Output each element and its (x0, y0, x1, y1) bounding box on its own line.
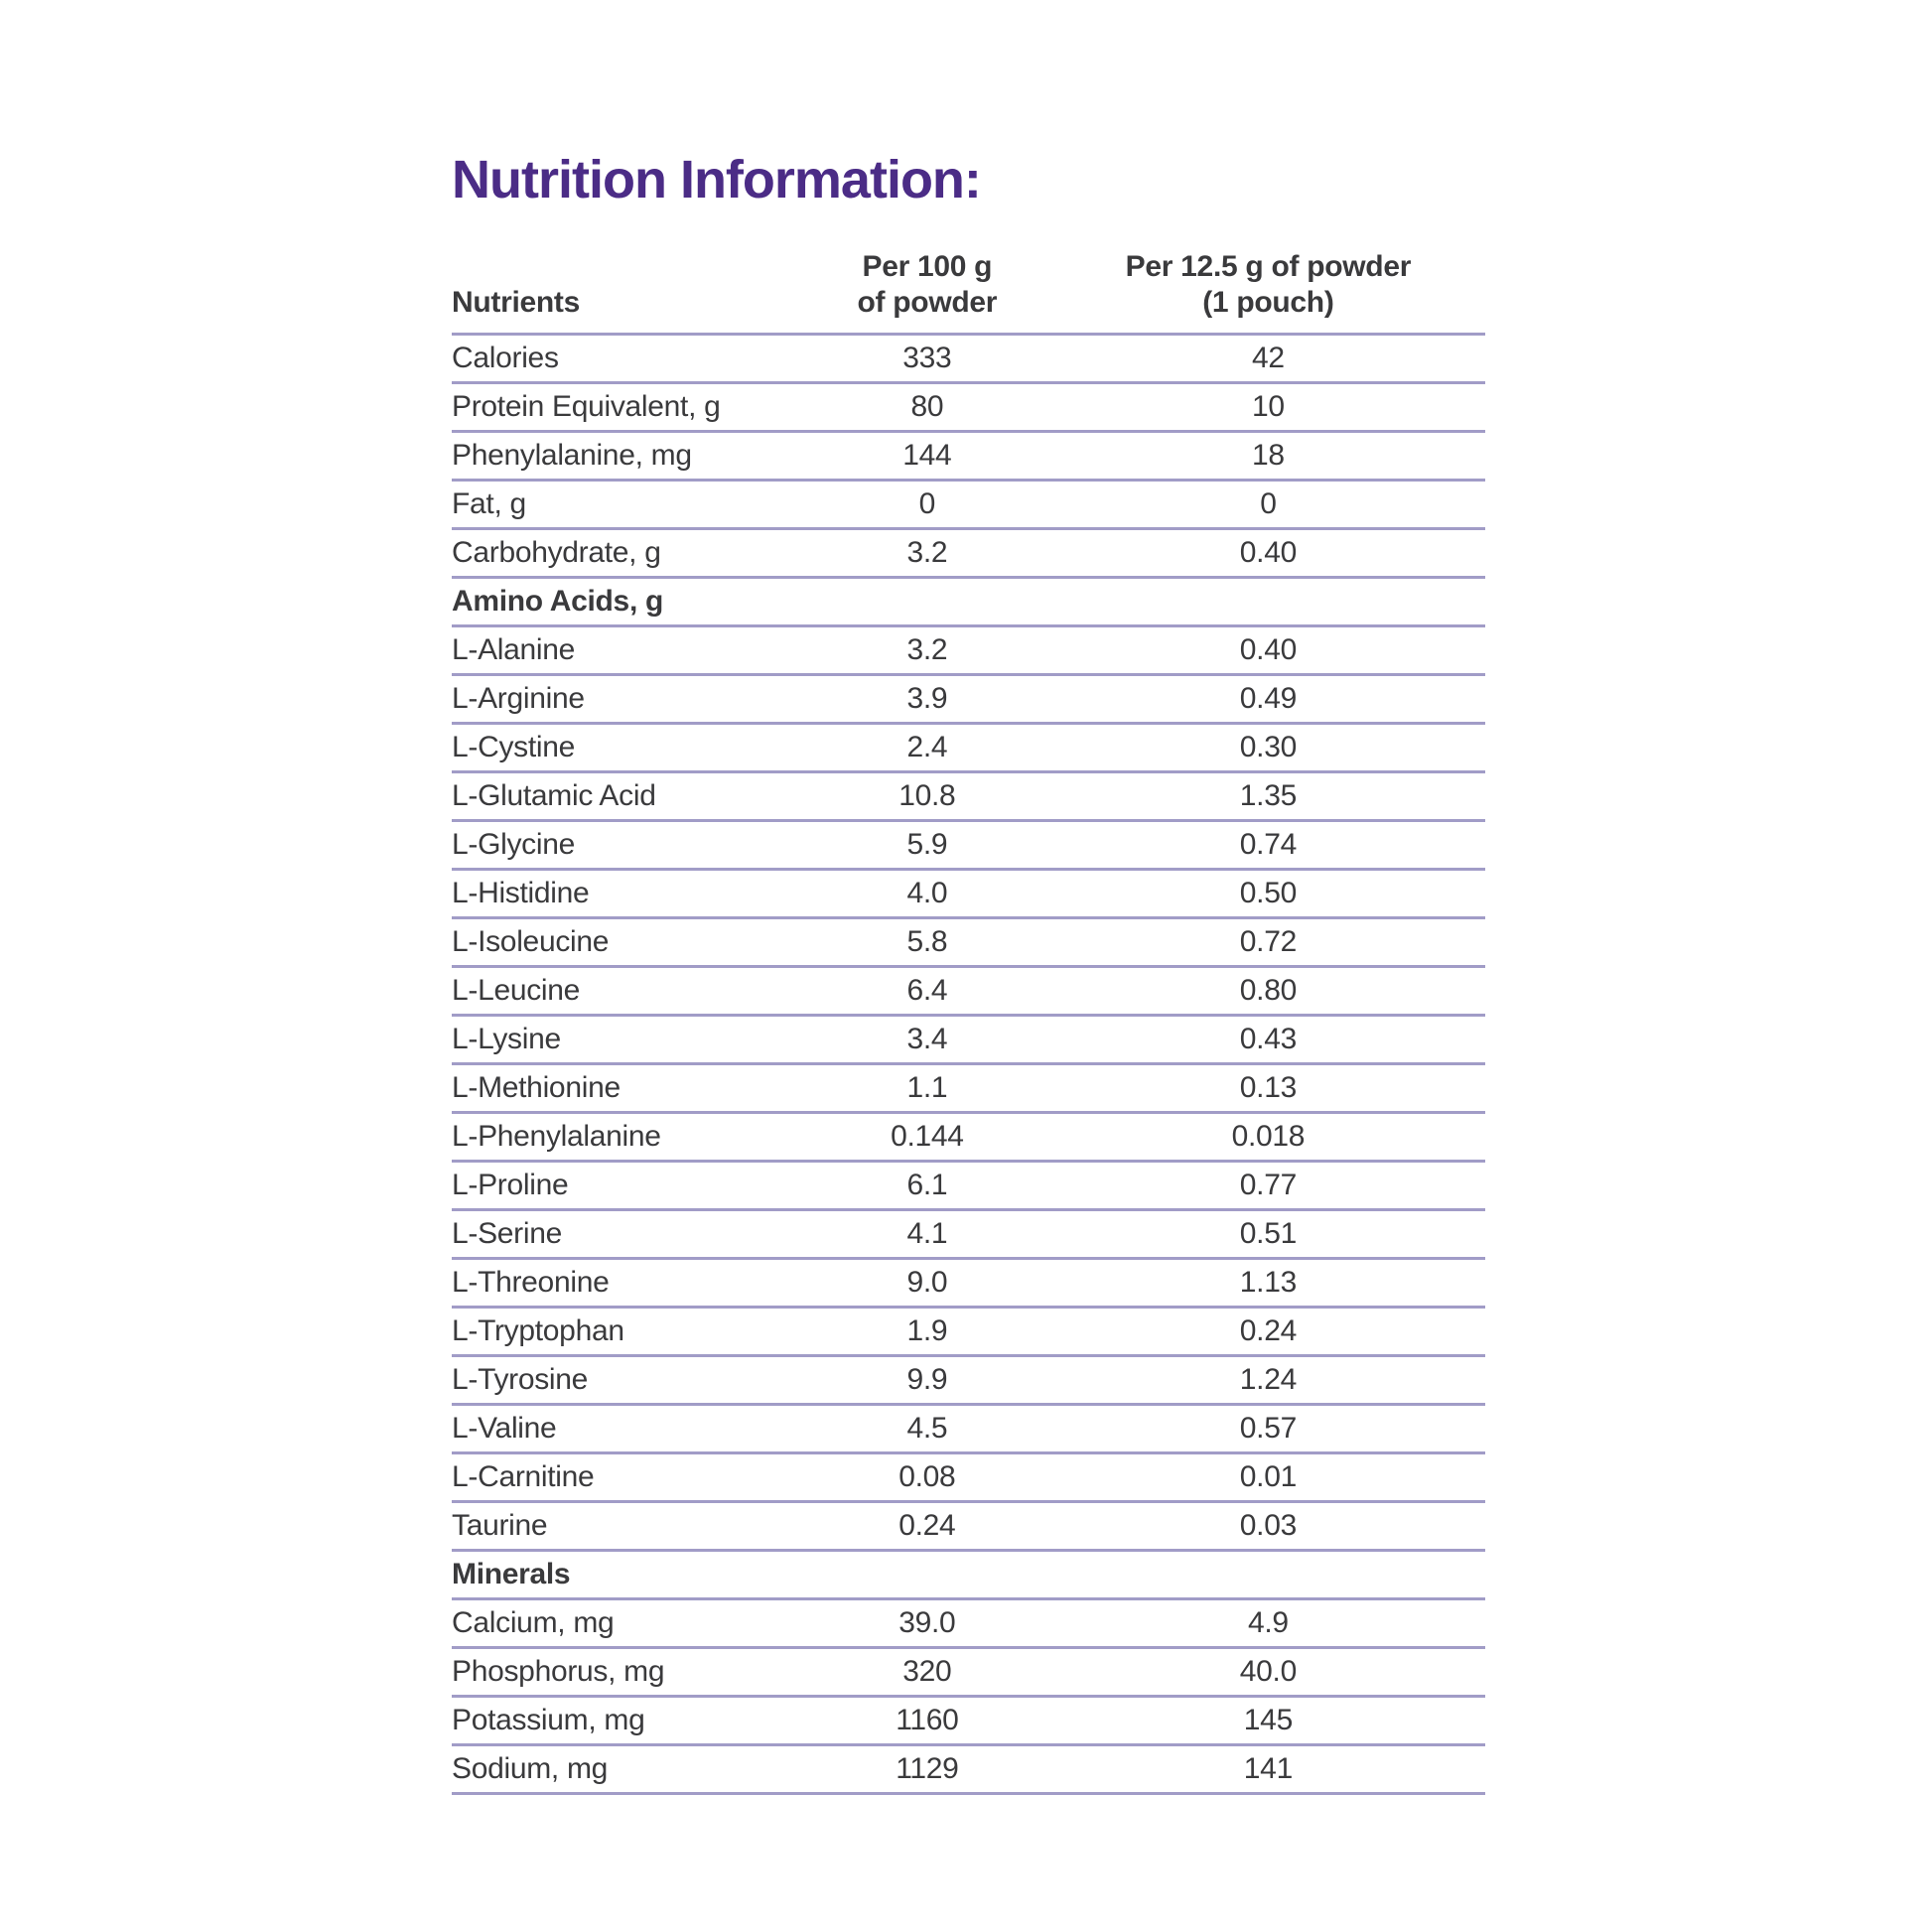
nutrient-label: Taurine (452, 1502, 803, 1551)
per-100g-value: 80 (803, 383, 1051, 432)
table-row (452, 578, 1485, 626)
per-100g-value: 1160 (803, 1697, 1051, 1745)
per-pouch-value (1051, 578, 1485, 626)
nutrient-label: Fat, g (452, 481, 803, 529)
per-100g-value: 0.24 (803, 1502, 1051, 1551)
per-pouch-value: 0.01 (1051, 1453, 1485, 1502)
per-pouch-value: 0.03 (1051, 1502, 1485, 1551)
table-row (452, 481, 1485, 529)
table-row (452, 1259, 1485, 1308)
per-100g-value: 5.8 (803, 918, 1051, 967)
table-row (452, 1551, 1485, 1599)
table-row (452, 675, 1485, 724)
per-pouch-value: 1.35 (1051, 772, 1485, 821)
per-pouch-value: 18 (1051, 432, 1485, 481)
table-row (452, 529, 1485, 578)
nutrient-label: Phosphorus, mg (452, 1648, 803, 1697)
header-nutrients: Nutrients (452, 235, 803, 335)
per-100g-value: 0.144 (803, 1113, 1051, 1162)
header-per-100g (803, 235, 1051, 335)
table-row (452, 821, 1485, 870)
nutrient-label: L-Threonine (452, 1259, 803, 1308)
nutrient-label: Sodium, mg (452, 1745, 803, 1794)
per-100g-value (803, 578, 1051, 626)
per-100g-value: 1129 (803, 1745, 1051, 1794)
table-row (452, 724, 1485, 772)
nutrient-label: L-Cystine (452, 724, 803, 772)
nutrient-label: L-Serine (452, 1210, 803, 1259)
per-pouch-value: 0.40 (1051, 529, 1485, 578)
per-100g-value: 4.1 (803, 1210, 1051, 1259)
per-pouch-value: 1.24 (1051, 1356, 1485, 1405)
nutrient-label: L-Alanine (452, 626, 803, 675)
table-row (452, 335, 1485, 383)
header-per-100g-line1: Per 100 g (862, 250, 993, 284)
per-pouch-value: 0.57 (1051, 1405, 1485, 1453)
table-row (452, 967, 1485, 1016)
per-100g-value: 9.9 (803, 1356, 1051, 1405)
per-100g-value: 6.4 (803, 967, 1051, 1016)
per-pouch-value: 0.72 (1051, 918, 1485, 967)
nutrient-label: Protein Equivalent, g (452, 383, 803, 432)
table-row (452, 1356, 1485, 1405)
table-row (452, 1064, 1485, 1113)
table-row (452, 918, 1485, 967)
header-per-pouch (1051, 235, 1485, 335)
per-100g-value (803, 1551, 1051, 1599)
table-row (452, 1210, 1485, 1259)
per-pouch-value: 0.24 (1051, 1308, 1485, 1356)
nutrient-label: L-Tyrosine (452, 1356, 803, 1405)
per-100g-value: 4.0 (803, 870, 1051, 918)
per-100g-value: 2.4 (803, 724, 1051, 772)
header-per-100g-line2: of powder (857, 286, 998, 320)
table-row (452, 1453, 1485, 1502)
per-pouch-value: 0.80 (1051, 967, 1485, 1016)
nutrient-label: Carbohydrate, g (452, 529, 803, 578)
per-100g-value: 0 (803, 481, 1051, 529)
nutrient-label: Potassium, mg (452, 1697, 803, 1745)
nutrient-label: L-Proline (452, 1162, 803, 1210)
nutrient-label: L-Histidine (452, 870, 803, 918)
nutrient-label: Minerals (452, 1551, 803, 1599)
per-100g-value: 6.1 (803, 1162, 1051, 1210)
per-pouch-value: 0.13 (1051, 1064, 1485, 1113)
table-header-row (452, 235, 1485, 335)
per-pouch-value: 0 (1051, 481, 1485, 529)
nutrient-label: Calories (452, 335, 803, 383)
nutrient-label: L-Phenylalanine (452, 1113, 803, 1162)
header-per-pouch-line2: (1 pouch) (1202, 286, 1334, 320)
per-100g-value: 1.9 (803, 1308, 1051, 1356)
per-pouch-value: 10 (1051, 383, 1485, 432)
per-100g-value: 9.0 (803, 1259, 1051, 1308)
table-row (452, 626, 1485, 675)
nutrient-label: L-Carnitine (452, 1453, 803, 1502)
per-100g-value: 3.4 (803, 1016, 1051, 1064)
table-row (452, 1405, 1485, 1453)
table-row (452, 383, 1485, 432)
per-pouch-value: 1.13 (1051, 1259, 1485, 1308)
per-100g-value: 333 (803, 335, 1051, 383)
per-100g-value: 1.1 (803, 1064, 1051, 1113)
nutrient-label: Amino Acids, g (452, 578, 803, 626)
per-pouch-value: 0.49 (1051, 675, 1485, 724)
table-row (452, 1308, 1485, 1356)
nutrient-label: Phenylalanine, mg (452, 432, 803, 481)
table-row (452, 1745, 1485, 1794)
nutrient-label: L-Leucine (452, 967, 803, 1016)
per-pouch-value: 4.9 (1051, 1599, 1485, 1648)
per-100g-value: 3.2 (803, 529, 1051, 578)
per-100g-value: 4.5 (803, 1405, 1051, 1453)
table-row (452, 1648, 1485, 1697)
page-title: Nutrition Information: (452, 150, 981, 209)
table-row (452, 1502, 1485, 1551)
per-pouch-value (1051, 1551, 1485, 1599)
nutrient-label: L-Arginine (452, 675, 803, 724)
header-per-pouch-line1: Per 12.5 g of powder (1125, 250, 1412, 284)
per-100g-value: 0.08 (803, 1453, 1051, 1502)
per-pouch-value: 0.018 (1051, 1113, 1485, 1162)
nutrient-label: L-Lysine (452, 1016, 803, 1064)
nutrient-label: L-Isoleucine (452, 918, 803, 967)
table-row (452, 1113, 1485, 1162)
per-pouch-value: 141 (1051, 1745, 1485, 1794)
per-pouch-value: 0.74 (1051, 821, 1485, 870)
per-pouch-value: 0.40 (1051, 626, 1485, 675)
table-row (452, 432, 1485, 481)
nutrient-label: L-Glutamic Acid (452, 772, 803, 821)
per-100g-value: 5.9 (803, 821, 1051, 870)
per-pouch-value: 0.51 (1051, 1210, 1485, 1259)
nutrient-label: L-Methionine (452, 1064, 803, 1113)
nutrient-label: L-Valine (452, 1405, 803, 1453)
table-row (452, 1697, 1485, 1745)
per-pouch-value: 0.77 (1051, 1162, 1485, 1210)
nutrient-label: L-Tryptophan (452, 1308, 803, 1356)
table-row (452, 870, 1485, 918)
nutrition-table-body (452, 335, 1485, 1794)
per-100g-value: 144 (803, 432, 1051, 481)
per-pouch-value: 0.30 (1051, 724, 1485, 772)
table-row (452, 1599, 1485, 1648)
per-100g-value: 3.9 (803, 675, 1051, 724)
per-pouch-value: 0.43 (1051, 1016, 1485, 1064)
per-100g-value: 3.2 (803, 626, 1051, 675)
per-100g-value: 320 (803, 1648, 1051, 1697)
per-pouch-value: 40.0 (1051, 1648, 1485, 1697)
per-pouch-value: 42 (1051, 335, 1485, 383)
per-100g-value: 39.0 (803, 1599, 1051, 1648)
per-pouch-value: 0.50 (1051, 870, 1485, 918)
table-row (452, 1162, 1485, 1210)
per-pouch-value: 145 (1051, 1697, 1485, 1745)
per-100g-value: 10.8 (803, 772, 1051, 821)
table-row (452, 772, 1485, 821)
nutrition-table (452, 235, 1485, 1795)
nutrient-label: L-Glycine (452, 821, 803, 870)
nutrition-panel (452, 151, 1485, 1795)
table-row (452, 1016, 1485, 1064)
nutrient-label: Calcium, mg (452, 1599, 803, 1648)
